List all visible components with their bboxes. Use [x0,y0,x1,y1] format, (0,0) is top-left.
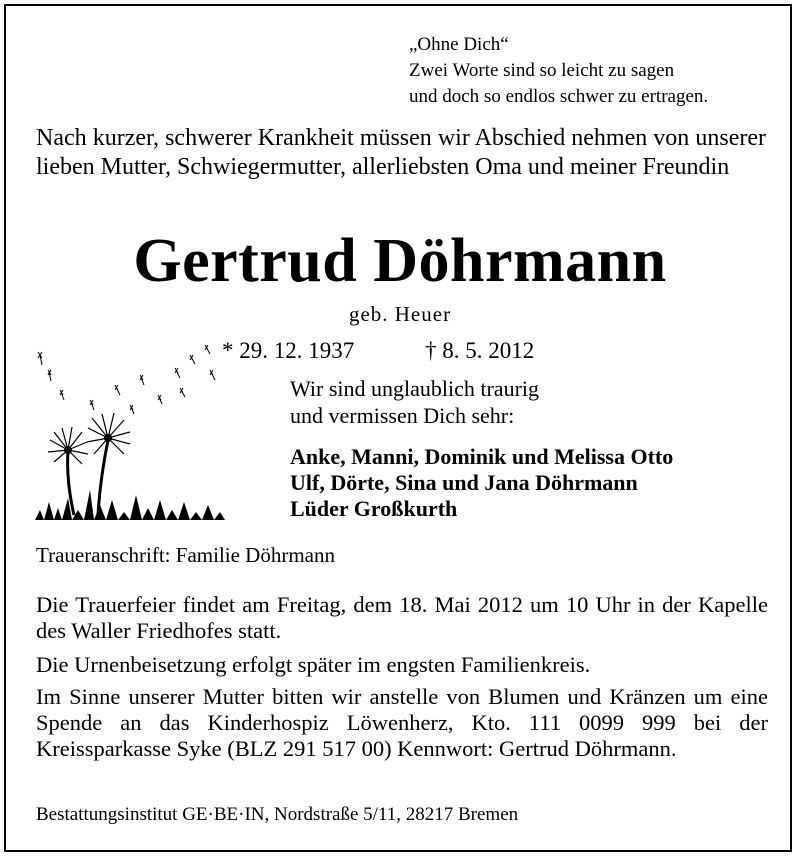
sentiment-line-1: Wir sind unglaublich traurig [290,376,540,401]
quote-line-1: „Ohne Dich“ [409,34,509,55]
urn-burial-info: Die Urnenbeisetzung erfolgt später im engsten Familienkreis. [36,652,591,677]
mourner-line: Lüder Großkurth [290,496,458,521]
ceremony-info: Die Trauerfeier findet am Freitag, dem 18. Mai 2012 um 10 Uhr in der Kapelle des Waller Friedhofes statt. [36,592,768,643]
mourner-line: Ulf, Dörte, Sina und Jana Döhrmann [290,470,638,495]
birth-date: * 29. 12. 1937 [222,338,355,363]
mourners-list [290,444,673,522]
sentiment [290,375,539,429]
donation-request: Im Sinne unserer Mutter bitten wir anstelle von Blumen und Kränzen um eine Spende an das Kinderhospiz Löwenherz, Kto. 111 0099 999 bei der Kreissparkasse Syke (BLZ 291 517 00) Kennwort: Gertrud Döhrmann. [36,684,768,761]
intro-text: Nach kurzer, schwerer Krankheit müssen wir Abschied nehmen von unserer lieben Mutter, Schwiegermutter, allerliebsten Oma und meiner Freundin [36,125,766,180]
death-date: † 8. 5. 2012 [425,338,535,363]
mourner-line: Anke, Manni, Dominik und Melissa Otto [290,444,674,469]
quote-line-2: Zwei Worte sind so leicht zu sagen [409,60,675,81]
deceased-name: Gertrud Döhrmann [133,227,667,295]
quote [409,32,708,110]
undertaker-info: Bestattungsinstitut GE·BE·IN, Nordstraße 5/11, 28217 Bremen [36,804,519,825]
dandelion-illustration [30,340,230,525]
mourning-address: Traueranschrift: Familie Döhrmann [36,543,335,567]
sentiment-line-2: und vermissen Dich sehr: [290,403,515,428]
quote-line-3: und doch so endlos schwer zu ertragen. [409,86,709,107]
birth-name: geb. Heuer [348,302,452,326]
